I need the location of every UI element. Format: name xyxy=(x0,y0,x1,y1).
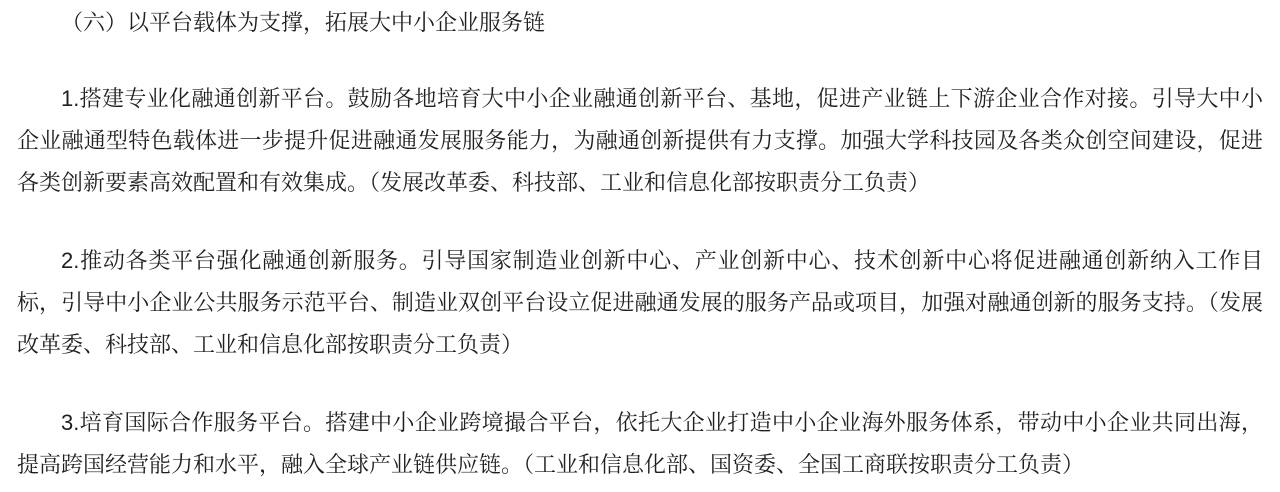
paragraph-2: 2.推动各类平台强化融通创新服务。引导国家制造业创新中心、产业创新中心、技术创新中心将促进融通创新纳入工作目标，引导中小企业公共服务示范平台、制造业双创平台设立促进融通发展的服务产品或项目，加强对融通创新的服务支持。（发展改革委、科技部、工业和信息化部按职责分工负责） xyxy=(17,248,1263,357)
paragraph-1: 1.搭建专业化融通创新平台。鼓励各地培育大中小企业融通创新平台、基地，促进产业链上下游企业合作对接。引导大中小企业融通型特色载体进一步提升促进融通发展服务能力，为融通创新提供有力支撑。加强大学科技园及各类众创空间建设，促进各类创新要素高效配置和有效集成。（发展改革委、科技部、工业和信息化部按职责分工负责） xyxy=(17,86,1263,195)
paragraph-3: 3.培育国际合作服务平台。搭建中小企业跨境撮合平台，依托大企业打造中小企业海外服务体系，带动中小企业共同出海，提高跨国经营能力和水平，融入全球产业链供应链。（工业和信息化部、国资委、全国工商联按职责分工负责） xyxy=(17,410,1263,477)
section-heading: （六）以平台载体为支撑，拓展大中小企业服务链 xyxy=(61,10,546,35)
